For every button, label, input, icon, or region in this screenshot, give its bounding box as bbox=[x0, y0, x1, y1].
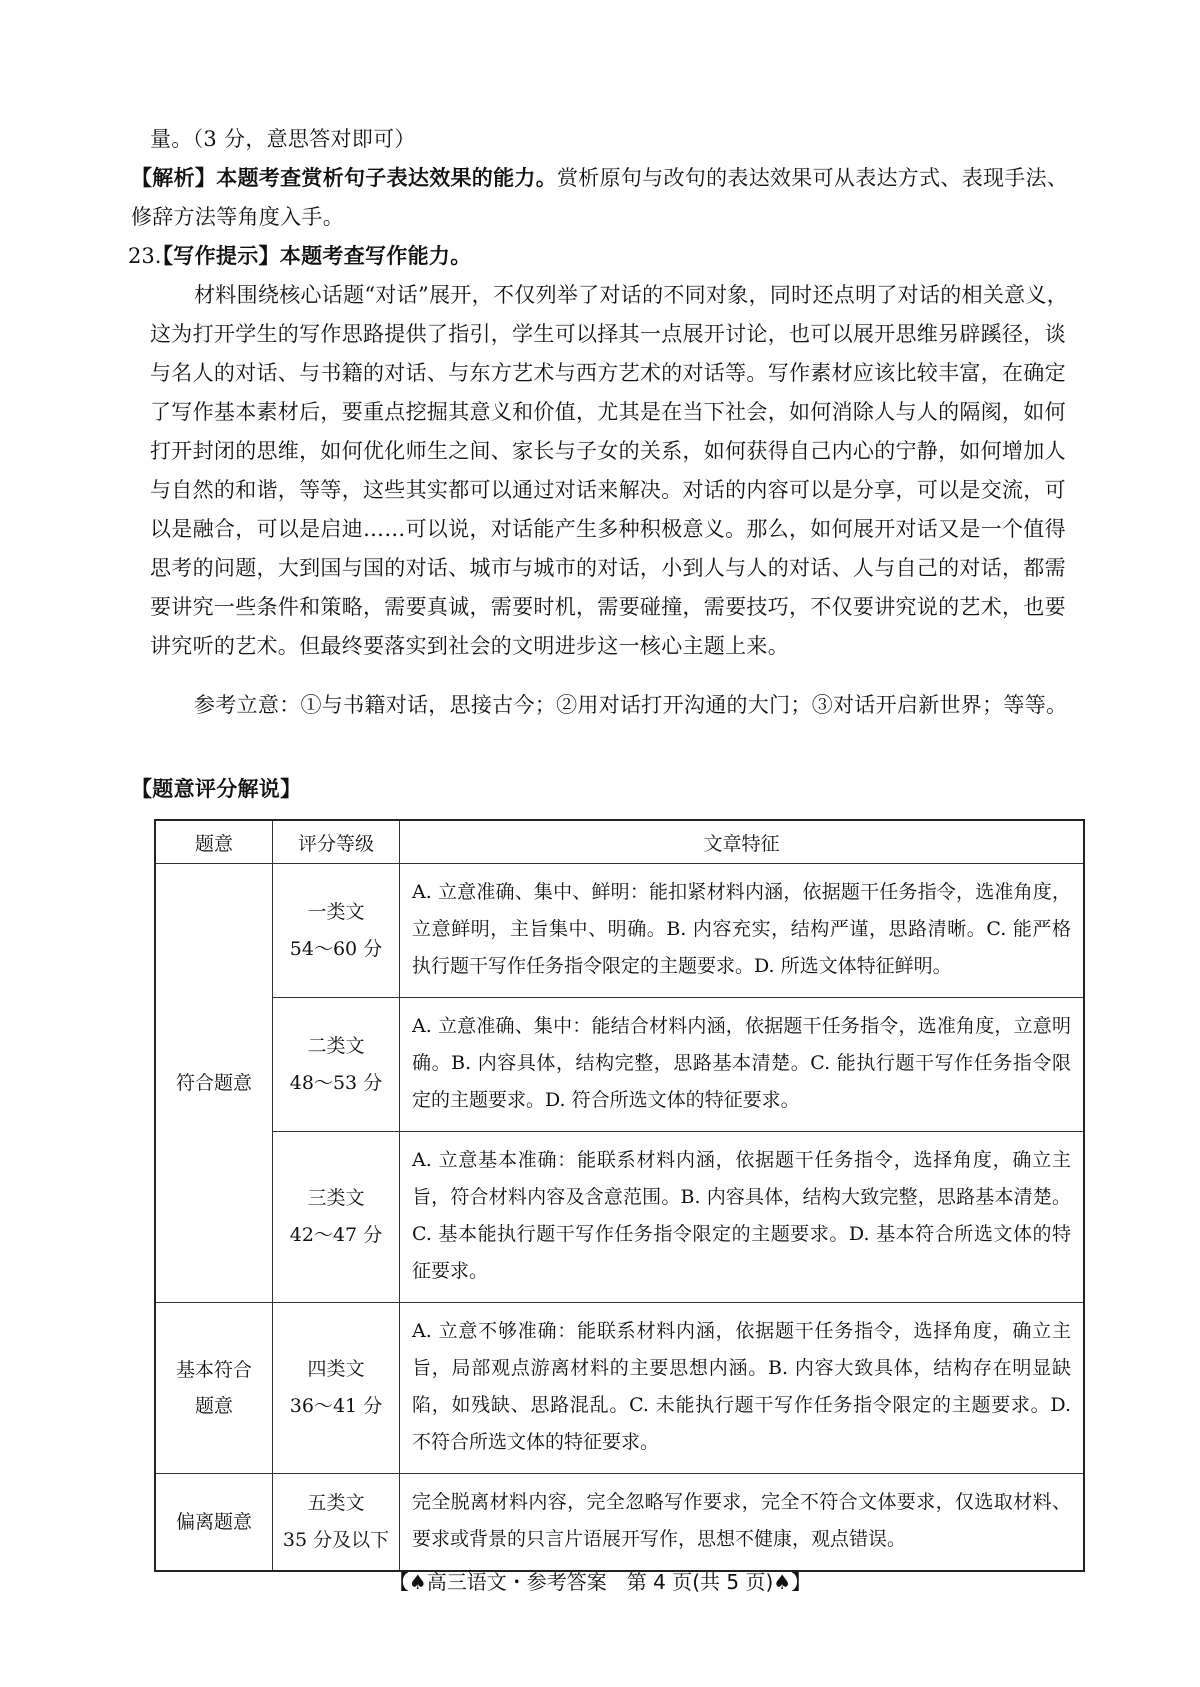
grade-score: 48～53 分 bbox=[289, 1071, 383, 1094]
writing-hint-body: 材料围绕核心话题“对话”展开，不仅列举了对话的不同对象，同时还点明了对话的相关意义，这为打开学生的写作思路提供了指引，学生可以择其一点展开讨论，也可以展开思维另辟蹊径，谈与名人的对话、与书籍的对话、与东方艺术与西方艺术的对话等。写作素材应该比较丰富，在确定了写作基本素材后，要重点挖掘其意义和价值，尤其是在当下社会，如何消除人与人的隔阂，如何打开封闭的思维，如何优化师生之间、家长与子女的关系，如何获得自己内心的宁静，如何增加人与自然的和谐，等等，这些其实都可以通过对话来解决。对话的内容可以是分享，可以是交流，可以是融合，可以是启迪……可以说，对话能产生多种积极意义。那么，如何展开对话又是一个值得思考的问题，大到国与国的对话、城市与城市的对话，小到人与人的对话、人与自己的对话，都需要讲究一些条件和策略，需要真诚，需要时机，需要碰撞，需要技巧，不仅要讲究说的艺术，也要讲究听的艺术。但最终要落实到社会的文明进步这一核心主题上来。 bbox=[150, 283, 1069, 658]
table-row bbox=[155, 1474, 1084, 1572]
grade-score: 35 分及以下 bbox=[282, 1529, 390, 1551]
grade-name: 一类文 bbox=[307, 900, 365, 923]
table-row bbox=[155, 1132, 1084, 1303]
question-number: 23. bbox=[128, 244, 162, 268]
table-header-row bbox=[155, 820, 1084, 864]
rubric-title: 【题意评分解说】 bbox=[131, 777, 302, 801]
grade-cell bbox=[273, 1303, 400, 1474]
group-label: 符合题意 bbox=[155, 864, 273, 1303]
grade-cell bbox=[273, 1474, 400, 1572]
grade-name: 四类文 bbox=[307, 1358, 365, 1380]
analysis-label: 【解析】本题考查赏析句子表达效果的能力。 bbox=[131, 166, 557, 190]
page-footer: 【♠高三语文・参考答案 第 4 页(共 5 页)♠】 bbox=[388, 1570, 812, 1594]
scoring-table bbox=[154, 819, 1085, 1572]
header-features: 文章特征 bbox=[400, 820, 1085, 864]
header-grade: 评分等级 bbox=[273, 820, 400, 864]
analysis-paragraph bbox=[131, 159, 1081, 237]
feature-desc: 完全脱离材料内容，完全忽略写作要求，完全不符合文体要求，仅选取材料、要求或背景的只言片语展开写作，思想不健康，观点错误。 bbox=[400, 1474, 1085, 1572]
group-label: 偏离题意 bbox=[155, 1474, 273, 1572]
grade-score: 54～60 分 bbox=[289, 937, 383, 960]
feature-desc: A. 立意准确、集中、鲜明：能扣紧材料内涵，依据题干任务指令，选准角度，立意鲜明，主旨集中、明确。B. 内容充实，结构严谨，思路清晰。C. 能严格执行题干写作任务指令限定的主题要求。D. 所选文体特征鲜明。 bbox=[400, 864, 1085, 998]
feature-desc: A. 立意基本准确：能联系材料内涵，依据题干任务指令，选择角度，确立主旨，符合材料内容及含意范围。B. 内容具体，结构大致完整，思路基本清楚。C. 基本能执行题干写作任务指令限定的主题要求。D. 基本符合所选文体的特征要求。 bbox=[400, 1132, 1085, 1303]
grade-score: 36～41 分 bbox=[289, 1395, 383, 1417]
analysis-text: 赏析原句与改句的表达效果可从表达方式、表现手法、修辞方法等角度入手。 bbox=[131, 166, 1069, 229]
grade-name: 二类文 bbox=[307, 1034, 365, 1057]
table-row bbox=[155, 998, 1084, 1132]
table-row bbox=[155, 864, 1084, 998]
grade-cell bbox=[273, 998, 400, 1132]
group-label: 基本符合题意 bbox=[155, 1303, 273, 1474]
grade-name: 五类文 bbox=[307, 1492, 365, 1514]
table-row bbox=[155, 1303, 1084, 1474]
grade-cell bbox=[273, 864, 400, 998]
grade-name: 三类文 bbox=[307, 1187, 365, 1209]
answer-tail-line: 量。（3 分，意思答对即可） bbox=[150, 127, 416, 151]
grade-score: 42～47 分 bbox=[289, 1224, 383, 1246]
grade-cell bbox=[273, 1132, 400, 1303]
header-theme: 题意 bbox=[155, 820, 273, 864]
feature-desc: A. 立意不够准确：能联系材料内涵，依据题干任务指令，选择角度，确立主旨，局部观点游离材料的主要思想内涵。B. 内容大致具体，结构存在明显缺陷，如残缺、思路混乱。C. 未能执行题干写作任务指令限定的主题要求。D. 不符合所选文体的特征要求。 bbox=[400, 1303, 1085, 1474]
feature-desc: A. 立意准确、集中：能结合材料内涵，依据题干任务指令，选准角度，立意明确。B. 内容具体，结构完整，思路基本清楚。C. 能执行题干写作任务指令限定的主题要求。D. 符合所选文体的特征要求。 bbox=[400, 998, 1085, 1132]
writing-hint-heading: 【写作提示】本题考查写作能力。 bbox=[152, 244, 472, 268]
reference-themes: 参考立意：①与书籍对话，思接古今；②用对话打开沟通的大门；③对话开启新世界；等等。 bbox=[194, 693, 1068, 717]
